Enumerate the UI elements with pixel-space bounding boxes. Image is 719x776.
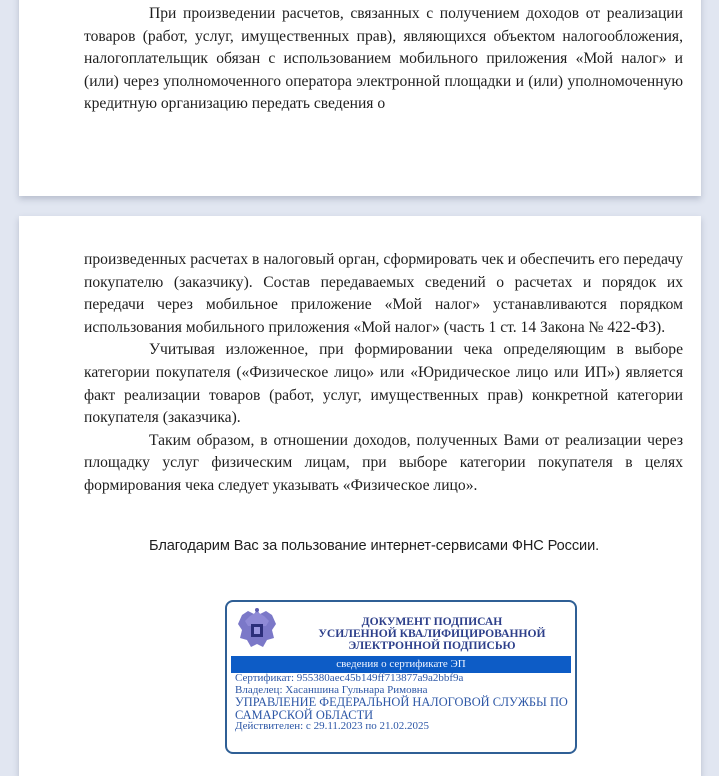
- certificate-organization: УПРАВЛЕНИЕ ФЕДЕРАЛЬНОЙ НАЛОГОВОЙ СЛУЖБЫ ПО: [235, 695, 568, 710]
- certificate-details: [235, 673, 570, 733]
- paragraph: произведенных расчетах в налоговый орган, сформировать чек и обеспечить его передачу покупателю (заказчику). Состав передаваемых сведений о расчетах и порядок их передачи через мобильное приложение «Мой налог» устанавливаются порядком использования мобильного приложения «Мой налог» (часть 1 ст. 14 Закона № 422-ФЗ).: [84, 251, 683, 336]
- certificate-organization: САМАРСКОЙ ОБЛАСТИ: [235, 707, 374, 722]
- document-page-1: [19, 0, 701, 196]
- certificate-info-bar: сведения о сертификате ЭП: [231, 656, 571, 673]
- certificate-validity: Действителен: с 29.11.2023 по 21.02.2025: [235, 720, 430, 732]
- paragraph: При произведении расчетов, связанных с получением доходов от реализации товаров (работ, услуг, имущественных прав), являющихся объектом налогообложения, налогоплательщик обязан с использованием мобильного приложения «Мой налог» и (или) через уполномоченного оператора электронной площадки и (или) уполномоченную кредитную организацию передать сведения о: [84, 5, 683, 113]
- e-signature-stamp: [225, 600, 577, 754]
- paragraph: Таким образом, в отношении доходов, полученных Вами от реализации через площадку услуг физическим лицам, при выборе категории покупателя в целях формирования чека следует указывать «Физическое лицо».: [84, 431, 683, 494]
- coat-of-arms-icon: [236, 606, 278, 650]
- page2-text: [84, 249, 683, 498]
- stamp-title: [297, 616, 567, 653]
- page1-text: [84, 3, 683, 116]
- stamp-title-line: УСИЛЕННОЙ КВАЛИФИЦИРОВАННОЙ: [318, 627, 546, 641]
- certificate-number: Сертификат: 955380aec45b149ff713877a9a2bbf9a: [235, 672, 464, 684]
- thanks-line: Благодарим Вас за пользование интернет-сервисами ФНС России.: [149, 538, 600, 554]
- paragraph: Учитывая изложенное, при формировании чека определяющим в выборе категории покупателя («Физическое лицо» или «Юридическое лицо или ИП») является факт реализации товаров (работ, услуг, имущественных прав) конкретной категории покупателя (заказчика).: [84, 341, 683, 427]
- document-page-2: [19, 216, 701, 776]
- certificate-owner: Владелец: Хасаншина Гульнара Римовна: [235, 683, 428, 696]
- stamp-title-line: ЭЛЕКТРОННОЙ ПОДПИСЬЮ: [348, 639, 516, 653]
- stamp-title-line: ДОКУМЕНТ ПОДПИСАН: [361, 615, 503, 628]
